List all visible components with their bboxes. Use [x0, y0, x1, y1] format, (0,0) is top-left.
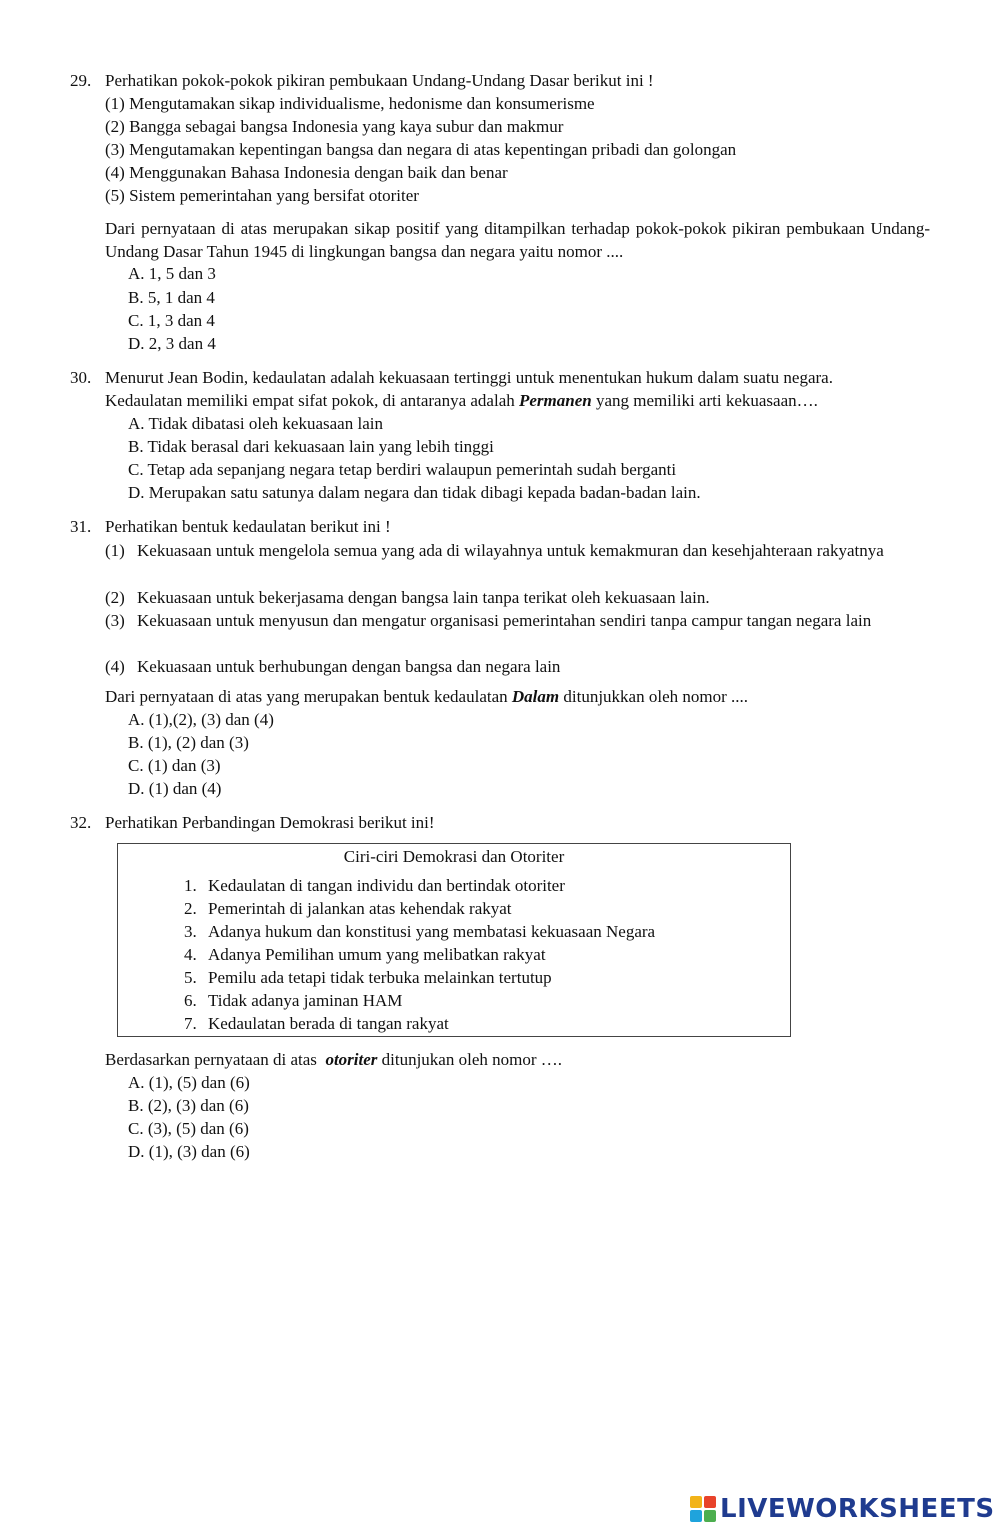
q31-option-a[interactable]: A. (1),(2), (3) dan (4) [128, 710, 274, 729]
q32-option-b[interactable]: B. (2), (3) dan (6) [128, 1096, 249, 1115]
q32-emphasis: otoriter [325, 1050, 378, 1069]
q29-item-5: (5) Sistem pemerintahan yang bersifat otoriter [105, 186, 419, 205]
q30-option-a[interactable]: A. Tidak dibatasi oleh kekuasaan lain [128, 414, 383, 433]
q31-item-1: (1) Kekuasaan untuk mengelola semua yang ada di wilayahnya untuk kemakmuran dan kesehjahteraan rakyatnya [105, 541, 884, 560]
q30-emphasis: Permanen [519, 391, 592, 410]
logo-square-3 [690, 1510, 702, 1522]
q30-option-b[interactable]: B. Tidak berasal dari kekuasaan lain yang lebih tinggi [128, 437, 494, 456]
q32-box-item-1: 1. Kedaulatan di tangan individu dan bertindak otoriter [184, 876, 565, 895]
q32-box-item-3: 3. Adanya hukum dan konstitusi yang membatasi kekuasaan Negara [184, 922, 656, 941]
q29-number: 29. [70, 71, 92, 90]
q31-option-b[interactable]: B. (1), (2) dan (3) [128, 733, 249, 752]
q30-option-d[interactable]: D. Merupakan satu satunya dalam negara dan tidak dibagi kepada badan-badan lain. [128, 483, 701, 502]
q32-option-c[interactable]: C. (3), (5) dan (6) [128, 1119, 249, 1138]
q31-item-4: (4) Kekuasaan untuk berhubungan dengan bangsa dan negara lain [105, 657, 561, 676]
q29-option-b[interactable]: B. 5, 1 dan 4 [128, 288, 215, 307]
q32-box-item-2: 2. Pemerintah di jalankan atas kehendak rakyat [184, 899, 512, 918]
q32-option-d[interactable]: D. (1), (3) dan (6) [128, 1142, 250, 1161]
q29-item-4: (4) Menggunakan Bahasa Indonesia dengan baik dan benar [105, 163, 508, 182]
q29-option-a[interactable]: A. 1, 5 dan 3 [128, 264, 216, 283]
q29-item-2: (2) Bangga sebagai bangsa Indonesia yang kaya subur dan makmur [105, 117, 564, 136]
q29-text: Perhatikan pokok-pokok pikiran pembukaan Undang-Undang Dasar berikut ini ! [105, 71, 654, 90]
q32-box-title: Ciri-ciri Demokrasi dan Otoriter [343, 847, 565, 866]
logo-square-1 [690, 1496, 702, 1508]
q29-option-c[interactable]: C. 1, 3 dan 4 [128, 311, 215, 330]
q31-option-c[interactable]: C. (1) dan (3) [128, 756, 221, 775]
q29-option-d[interactable]: D. 2, 3 dan 4 [128, 334, 216, 353]
q32-box-item-5: 5. Pemilu ada tetapi tidak terbuka melainkan tertutup [184, 968, 552, 987]
logo-square-2 [704, 1496, 716, 1508]
q31-option-d[interactable]: D. (1) dan (4) [128, 779, 222, 798]
q30-text-line1: Menurut Jean Bodin, kedaulatan adalah kekuasaan tertinggi untuk menentukan hukum dalam suatu negara. [105, 368, 833, 387]
q31-emphasis: Dalam [511, 687, 560, 706]
q29-item-3: (3) Mengutamakan kepentingan bangsa dan negara di atas kepentingan pribadi dan golongan [105, 140, 737, 159]
q32-text: Perhatikan Perbandingan Demokrasi berikut ini! [105, 813, 435, 832]
q30-text-line2: Kedaulatan memiliki empat sifat pokok, di antaranya adalah Permanen yang memiliki arti kekuasaan…. [105, 391, 818, 410]
q31-question: Dari pernyataan di atas yang merupakan bentuk kedaulatan Dalam ditunjukkan oleh nomor .... [105, 687, 748, 706]
q29-question: Dari pernyataan di atas merupakan sikap positif yang ditampilkan terhadap pokok-pokok pikiran pembukaan Undang-Undang Dasar Tahun 1945 di lingkungan bangsa dan negara yaitu nomor .... [105, 219, 930, 261]
q29-item-1: (1) Mengutamakan sikap individualisme, hedonisme dan konsumerisme [105, 94, 595, 113]
liveworksheets-logo-icon [690, 1496, 716, 1522]
q31-text: Perhatikan bentuk kedaulatan berikut ini ! [105, 517, 391, 536]
q32-box-item-6: 6. Tidak adanya jaminan HAM [184, 991, 403, 1010]
q31-item-3: (3) Kekuasaan untuk menyusun dan mengatur organisasi pemerintahan sendiri tanpa campur tangan negara lain [105, 611, 872, 630]
liveworksheets-logo [690, 1494, 995, 1524]
q32-number: 32. [70, 813, 92, 832]
q32-box-item-4: 4. Adanya Pemilihan umum yang melibatkan rakyat [184, 945, 546, 964]
q32-question: Berdasarkan pernyataan di atas otoriter ditunjukan oleh nomor …. [105, 1050, 563, 1069]
q31-number: 31. [70, 517, 92, 536]
q32-comparison-box [117, 843, 791, 1037]
q32-option-a[interactable]: A. (1), (5) dan (6) [128, 1073, 250, 1092]
q32-box-item-7: 7. Kedaulatan berada di tangan rakyat [184, 1014, 449, 1033]
q30-option-c[interactable]: C. Tetap ada sepanjang negara tetap berdiri walaupun pemerintah sudah berganti [128, 460, 677, 479]
liveworksheets-logo-text: LIVEWORKSHEETS [720, 1494, 995, 1524]
q31-item-2: (2) Kekuasaan untuk bekerjasama dengan bangsa lain tanpa terikat oleh kekuasaan lain. [105, 588, 710, 607]
logo-square-4 [704, 1510, 716, 1522]
q30-number: 30. [70, 368, 92, 387]
